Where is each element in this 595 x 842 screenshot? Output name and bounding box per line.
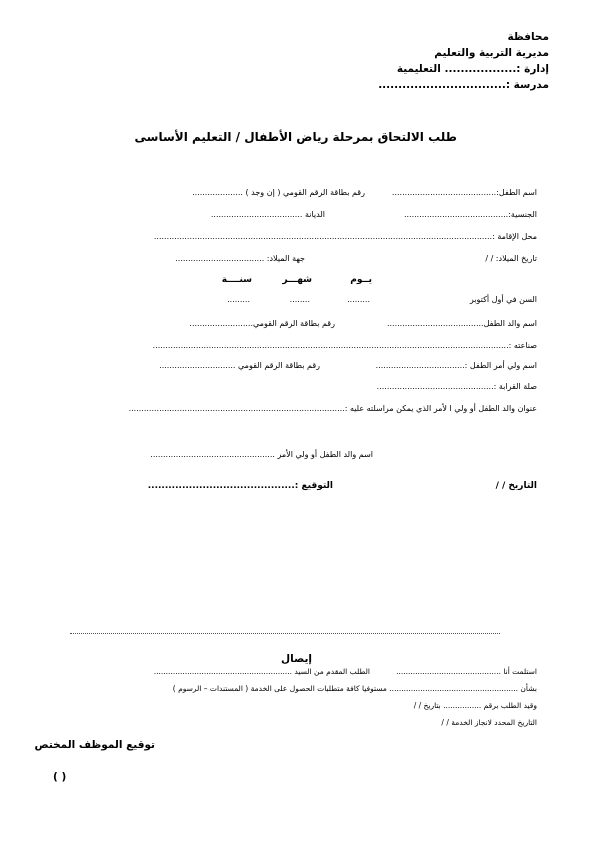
nationality-field: الجنسية:......................................... [403,210,537,219]
administration-field: إدارة :.................. التعليمية [396,63,549,75]
relation-field: صلة القرابة :.............................................. [376,382,537,391]
year-label: سنــــة [221,275,252,285]
cut-line [70,633,500,634]
address-field: عنوان والد الطفل أو ولي ا لأمر الذي يمكن مراسلته عليه :..................................................................................... [128,404,537,413]
employee-signature-label: توقيع الموظف المختص [34,739,155,751]
receipt-registration: وقيد الطلب برقم ................ بتاريخ / / [413,701,537,710]
age-days-dots: ......... [347,295,370,304]
receipt-submitted-by: الطلب المقدم من السيد .......................................................... [153,667,370,676]
dob-field: تاريخ الميلاد: / / [485,254,537,263]
signature-field: التوقيع :........................................... [147,481,333,491]
month-label: شهـــر [282,275,312,285]
governorate-label: محافظة [507,31,549,43]
age-months-dots: ........ [289,295,310,304]
school-field: مدرسة :................................ [378,79,549,91]
signer-name-field: اسم والد الطفل أو ولي الأمر ................................................. [150,450,373,459]
guardian-name-field: اسم ولي أمر الطفل :................................... [375,361,537,370]
day-label: يــوم [350,275,372,285]
receipt-due-date: التاريخ المحدد لانجاز الخدمة / / [441,718,537,727]
employee-signature-parens: ( ) [53,771,67,783]
age-years-dots: ......... [227,295,250,304]
receipt-title: إيصال [281,653,312,665]
residence-field: محل الإقامة :..................................................................................................................................... [153,232,537,241]
page-title: طلب الالتحاق بمرحلة رياض الأطفال / التعليم الأساسى [134,130,457,144]
receipt-received-by: استلمت أنا ............................................ [396,667,537,676]
religion-field: الديانة .................................... [210,210,325,219]
receipt-subject: بشأن ...................................................... مستوفيا كافة متطلبات الحصول على الخدمة ( المستندات – الرسوم ) [172,684,537,693]
guardian-nid-field: رقم بطاقة الرقم القومي .............................. [159,361,320,370]
age-field: السن في أول أكتوبر [469,295,537,304]
occupation-field: صناعته :............................................................................................................................................ [152,341,537,350]
date-field: التاريخ / / [495,481,537,491]
birth-place-field: جهة الميلاد: ................................... [175,254,305,263]
directorate-label: مديرية التربية والتعليم [434,47,549,59]
child-nid-field: رقم بطاقة الرقم القومي ( إن وجد ) .................... [192,188,365,197]
father-name-field: اسم والد الطفل...................................... [386,319,537,328]
father-nid-field: رقم بطاقة الرقم القومي......................... [189,319,335,328]
child-name-field: اسم الطفل:......................................... [391,188,537,197]
